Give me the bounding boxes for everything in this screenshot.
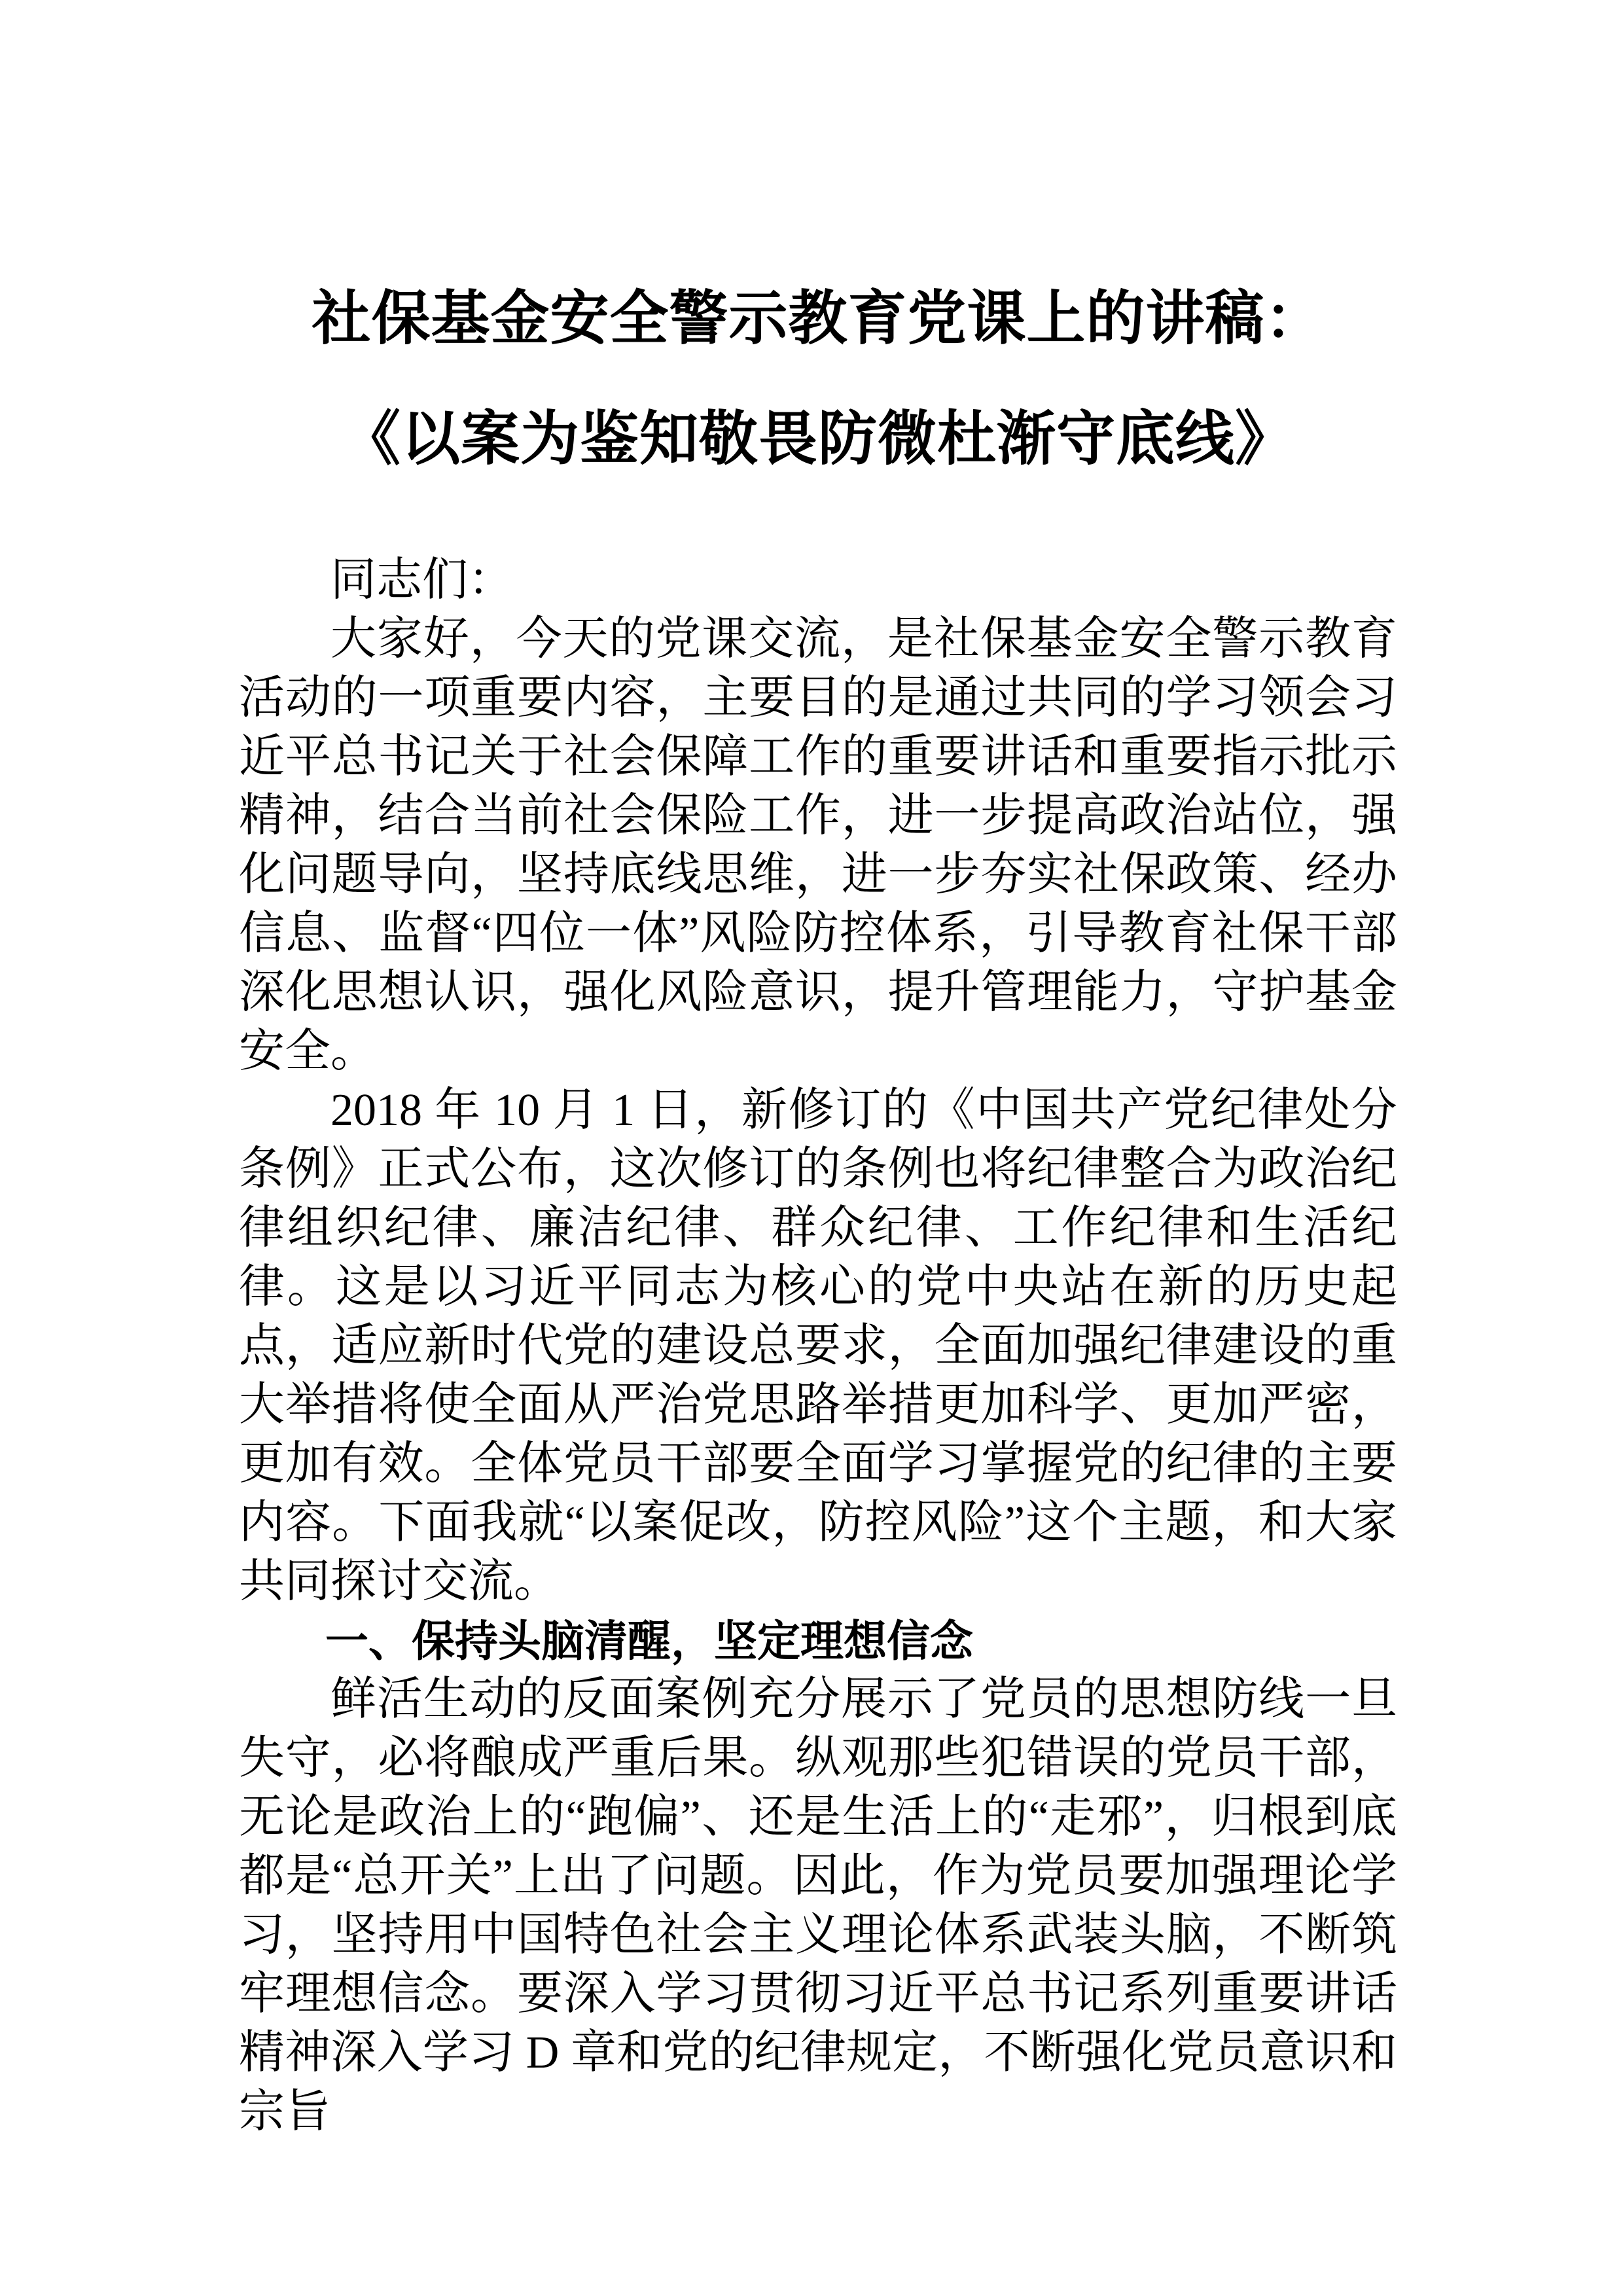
title-line-1: 社保基金安全警示教育党课上的讲稿： (312, 287, 1325, 351)
paragraph-3: 鲜活生动的反面案例充分展示了党员的思想防线一旦失守，必将酿成严重后果。纵观那些犯错误的党员干部，无论是政治上的“跑偏”、还是生活上的“走邪”，归根到底都是“总开关”上出了问题。因此，作为党员要加强理论学习，坚持用中国特色社会主义理论体系武装头脑，不断筑牢理想信念。要深入学习贯彻习近平总书记系列重要讲话精神深入学习 D 章和党的纪律规定，不断强化党员意识和宗旨 (239, 1674, 1397, 2137)
document-title (239, 259, 1397, 500)
document-body (239, 551, 1397, 2142)
title-line-2: 《以案为鉴知敬畏防微杜渐守底线》 (342, 407, 1294, 472)
paragraph-2: 2018 年 10 月 1 日，新修订的《中国共产党纪律处分条例》正式公布，这次修订的条例也将纪律整合为政治纪律组织纪律、廉洁纪律、群众纪律、工作纪律和生活纪律。这是以习近平同志为核心的党中央站在新的历史起点，适应新时代党的建设总要求，全面加强纪律建设的重大举措将使全面从严治党思路举措更加科学、更加严密，更加有效。全体党员干部要全面学习掌握党的纪律的主要内容。下面我就“以案促改，防控风险”这个主题，和大家共同探讨交流。 (239, 1085, 1397, 1607)
paragraph-1: 大家好，今天的党课交流，是社保基金安全警示教育活动的一项重要内容，主要目的是通过共同的学习领会习近平总书记关于社会保障工作的重要讲话和重要指示批示精神，结合当前社会保险工作，进一步提高政治站位，强化问题导向，坚持底线思维，进一步夯实社保政策、经办信息、监督“四位一体”风险防控体系，引导教育社保干部深化思想认识，强化风险意识，提升管理能力，守护基金安全。 (239, 614, 1397, 1077)
section-heading: 一、保持头脑清醒，坚定理想信念 (325, 1617, 973, 1665)
salutation: 同志们： (330, 555, 514, 605)
